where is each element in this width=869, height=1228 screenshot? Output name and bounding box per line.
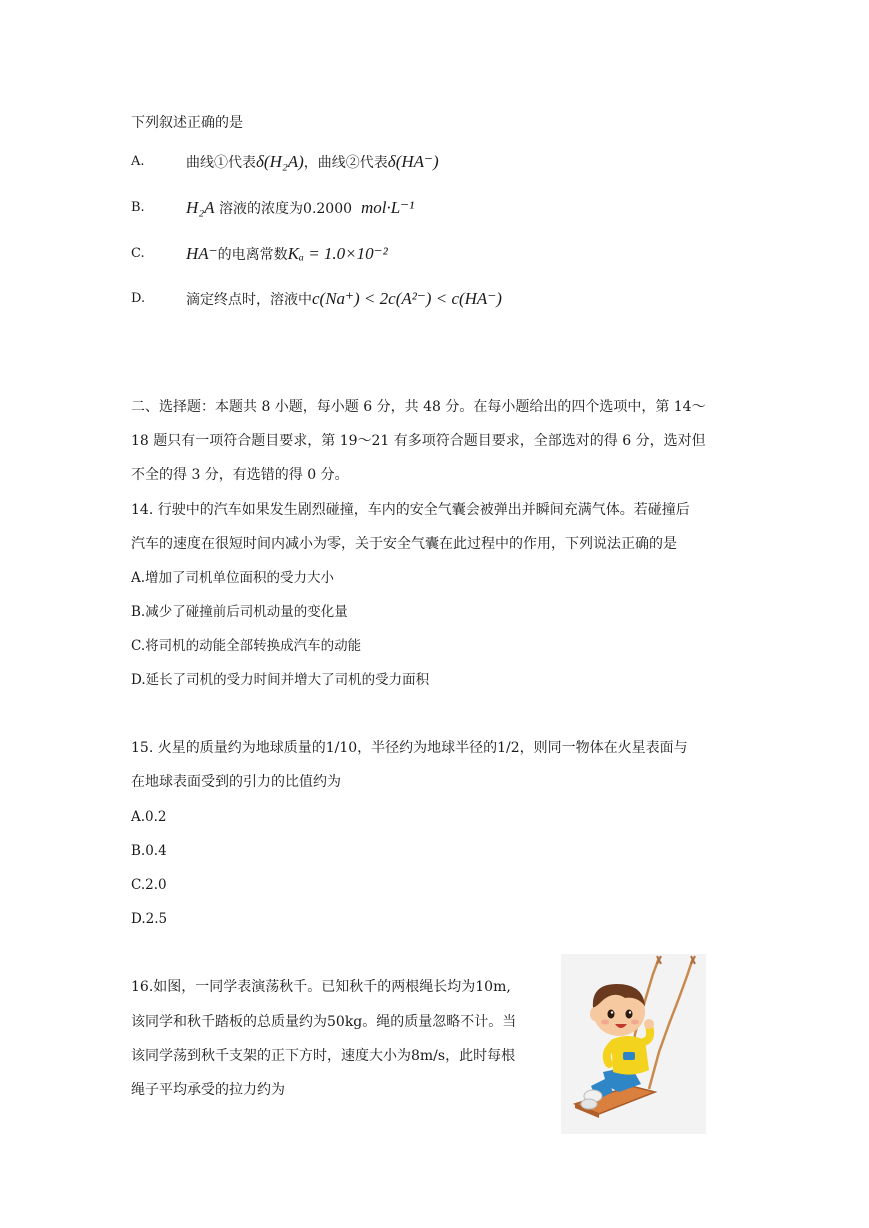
math-expr: δ(HA⁻) xyxy=(387,152,439,171)
question-text: 在地球表面受到的引力的比值约为 xyxy=(131,774,341,790)
option-text: 滴定终点时，溶液中 xyxy=(186,292,312,308)
answer-option: C.将司机的动能全部转换成汽车的动能 xyxy=(131,638,362,654)
swing-illustration xyxy=(561,954,706,1134)
question-text: 该同学和秋千踏板的总质量约为50kg。绳的质量忽略不计。当 xyxy=(131,1014,517,1030)
option-text: ，曲线②代表 xyxy=(303,155,388,171)
question-stem: 下列叙述正确的是 xyxy=(131,115,243,131)
option-text: 溶液的浓度为0.2000 xyxy=(219,201,353,217)
section-heading-line: 不全的得 3 分，有选错的得 0 分。 xyxy=(131,467,349,483)
answer-option: D.2.5 xyxy=(131,911,168,927)
boy-on-swing-image xyxy=(561,954,706,1134)
math-equation: Kₐ = 1.0×10⁻² xyxy=(287,244,388,263)
question-text: 该同学荡到秋千支架的正下方时，速度大小为8m/s，此时每根 xyxy=(131,1048,516,1064)
option-label: D. xyxy=(131,291,146,306)
math-equation: c(Na⁺) < 2c(A²⁻) < c(HA⁻) xyxy=(312,289,502,308)
question-text: 15. 火星的质量约为地球质量的1/10，半径约为地球半径的1/2，则同一物体在火星表面与 xyxy=(131,740,688,756)
option-label: A. xyxy=(131,154,145,169)
section-heading-line: 二、选择题：本题共 8 小题，每小题 6 分，共 48 分。在每小题给出的四个选项中，第 14～ xyxy=(131,399,706,415)
answer-option: D.延长了司机的受力时间并增大了司机的受力面积 xyxy=(131,672,430,688)
answer-option: A.0.2 xyxy=(131,809,167,825)
option-text: 的电离常数 xyxy=(217,247,288,263)
question-text: 绳子平均承受的拉力约为 xyxy=(131,1082,285,1098)
math-expr: H₂A xyxy=(186,198,215,217)
math-expr: HA⁻ xyxy=(186,244,218,263)
math-unit: mol·L⁻¹ xyxy=(360,198,415,217)
answer-option: B.减少了碰撞前后司机动量的变化量 xyxy=(131,604,348,620)
question-text: 14. 行驶中的汽车如果发生剧烈碰撞，车内的安全气囊会被弹出并瞬间充满气体。若碰撞后 xyxy=(131,502,690,518)
question-text: 汽车的速度在很短时间内减小为零，关于安全气囊在此过程中的作用，下列说法正确的是 xyxy=(131,536,677,552)
question-text: 16.如图，一同学表演荡秋千。已知秋千的两根绳长均为10m, xyxy=(131,979,511,995)
math-expr: δ(H₂A) xyxy=(256,152,304,171)
option-label: B. xyxy=(131,200,145,215)
answer-option: B.0.4 xyxy=(131,843,167,859)
option-label: C. xyxy=(131,246,145,261)
answer-option: A.增加了司机单位面积的受力大小 xyxy=(131,570,335,586)
answer-option: C.2.0 xyxy=(131,877,167,893)
option-text: 曲线①代表 xyxy=(186,155,256,171)
section-heading-line: 18 题只有一项符合题目要求，第 19～21 有多项符合题目要求，全部选对的得 6 分，选对但 xyxy=(131,433,706,449)
